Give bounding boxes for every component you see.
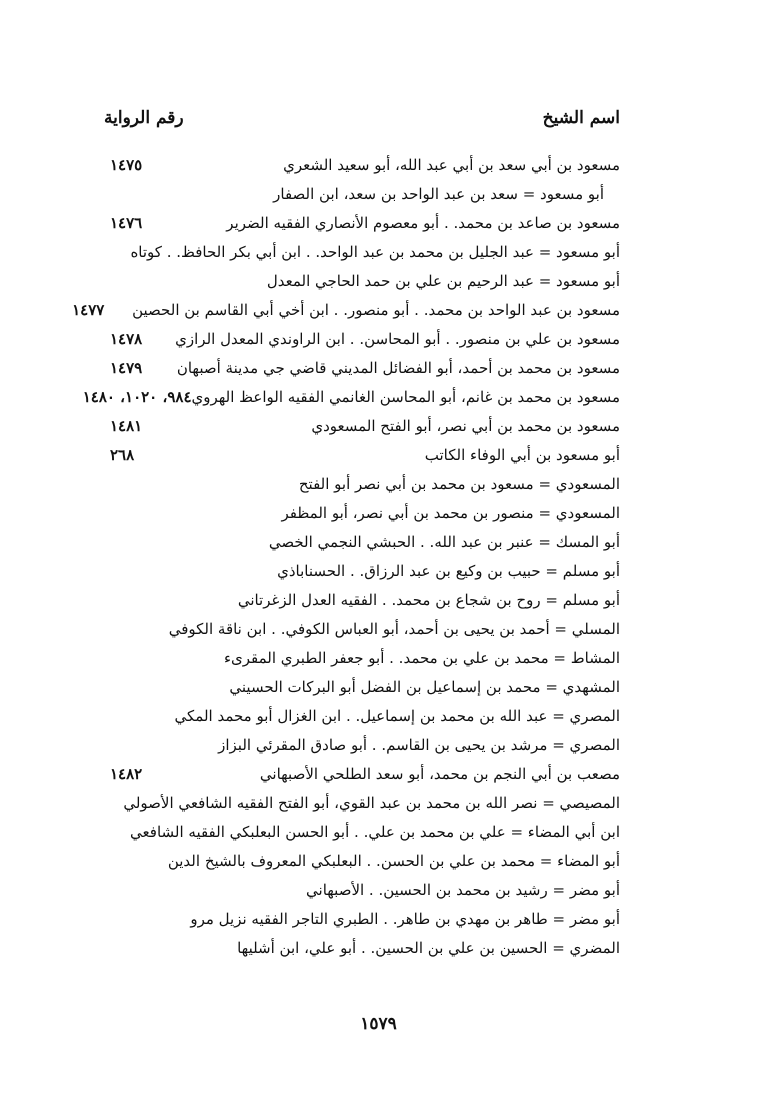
entry-narration-number: ١٤٧٧ (72, 300, 105, 319)
entry-sheikh-name: أبو مضر = طاهر بن مهدي بن طاهر. . الطبري التاجر الفقيه نزيل مرو (190, 909, 620, 928)
page-number: ١٥٧٩ (360, 1014, 397, 1034)
entry-sheikh-name: المشاط = محمد بن علي بن محمد. . أبو جعفر الطبري المقرىء (223, 648, 620, 667)
index-entry (104, 179, 620, 208)
index-entry (72, 295, 620, 324)
index-entry (82, 382, 620, 411)
entry-sheikh-name: مصعب بن أبي النجم بن محمد، أبو سعد الطلحي الأصبهاني (259, 764, 620, 783)
index-entry (104, 614, 620, 643)
index-entry (104, 904, 620, 933)
entry-narration-number: ١٤٧٨ (110, 329, 143, 348)
index-entry (104, 875, 620, 904)
index-entry (104, 411, 620, 440)
entry-sheikh-name: المشهدي = محمد بن إسماعيل بن الفضل أبو البركات الحسيني (229, 677, 620, 696)
entry-sheikh-name: أبو مسعود = عبد الرحيم بن علي بن حمد الحاجي المعدل (266, 271, 620, 290)
entry-narration-number: ٢٦٨ (110, 445, 135, 464)
index-entry (104, 701, 620, 730)
index-entry (104, 556, 620, 585)
entry-sheikh-name: المسعودي = مسعود بن محمد بن أبي نصر أبو الفتح (298, 474, 620, 493)
entry-sheikh-name: أبو مسعود = عبد الجليل بن محمد بن عبد الواحد. . ابن أبي بكر الحافظ. . كوتاه (130, 242, 620, 261)
narration-number-heading: رقم الرواية (104, 108, 184, 128)
index-entry (104, 208, 620, 237)
index-entry (104, 266, 620, 295)
index-entry (104, 585, 620, 614)
index-entry (104, 672, 620, 701)
entry-sheikh-name: المضري = الحسين بن علي بن الحسين. . أبو علي، ابن أشليها (237, 938, 620, 957)
entry-sheikh-name: مسعود بن محمد بن غانم، أبو المحاسن الغانمي الفقيه الواعظ الهروي (191, 387, 620, 406)
index-entry (104, 353, 620, 382)
entry-narration-number: ٩٨٤، ١٠٢٠، ١٤٨٠ (82, 387, 192, 406)
entry-sheikh-name: أبو المسك = عنبر بن عبد الله. . الحبشي النجمي الخصي (268, 532, 620, 551)
entry-sheikh-name: أبو مسلم = روح بن شجاع بن محمد. . الفقيه العدل الزغرتاني (237, 590, 620, 609)
index-entry (104, 324, 620, 353)
entry-narration-number: ١٤٧٩ (110, 358, 143, 377)
entry-sheikh-name: أبو مسلم = حبيب بن وكيع بن عبد الرزاق. . الحسناباذي (277, 561, 620, 580)
entry-sheikh-name: المسعودي = منصور بن محمد بن أبي نصر، أبو المظفر (281, 503, 620, 522)
index-entry (104, 933, 620, 962)
index-entry (104, 759, 620, 788)
entry-narration-number: ١٤٧٦ (110, 213, 143, 232)
column-header (104, 108, 620, 138)
index-entry (104, 469, 620, 498)
index-entry (104, 788, 620, 817)
entry-sheikh-name: المصري = مرشد بن يحيى بن القاسم. . أبو صادق المقرئي البزاز (218, 735, 620, 754)
entry-narration-number: ١٤٨٢ (110, 764, 143, 783)
entry-sheikh-name: أبو مسعود بن أبي الوفاء الكاتب (424, 445, 620, 464)
entry-sheikh-name: مسعود بن أبي سعد بن أبي عبد الله، أبو سعيد الشعري (283, 155, 620, 174)
index-entry (104, 817, 620, 846)
entry-sheikh-name: أبو المضاء = محمد بن علي بن الحسن. . البعلبكي المعروف بالشيخ الدين (167, 851, 620, 870)
entry-sheikh-name: مسعود بن صاعد بن محمد. . أبو معصوم الأنصاري الفقيه الضرير (226, 213, 620, 232)
index-entry (104, 440, 620, 469)
entry-sheikh-name: مسعود بن علي بن منصور. . أبو المحاسن. . ابن الراوندي المعدل الرازي (175, 329, 620, 348)
sheikh-name-heading: اسم الشيخ (542, 108, 620, 128)
entry-narration-number: ١٤٧٥ (110, 155, 143, 174)
index-entries (72, 150, 620, 962)
entry-sheikh-name: المصيصي = نصر الله بن محمد بن عبد القوي، أبو الفتح الفقيه الشافعي الأصولي (123, 793, 620, 812)
index-entry (104, 150, 620, 179)
entry-sheikh-name: المسلي = أحمد بن يحيى بن أحمد، أبو العباس الكوفي. . ابن ناقة الكوفي (168, 619, 620, 638)
index-entry (104, 498, 620, 527)
entry-sheikh-name: المصري = عبد الله بن محمد بن إسماعيل. . ابن الغزال أبو محمد المكي (174, 706, 620, 725)
entry-narration-number: ١٤٨١ (110, 416, 143, 435)
entry-sheikh-name: مسعود بن محمد بن أحمد، أبو الفضائل المديني قاضي جي مدينة أصبهان (176, 358, 620, 377)
entry-sheikh-name: أبو مضر = رشيد بن محمد بن الحسين. . الأصبهاني (306, 880, 620, 899)
index-entry (104, 527, 620, 556)
entry-sheikh-name: مسعود بن عبد الواحد بن محمد. . أبو منصور. . ابن أخي أبي القاسم بن الحصين (132, 300, 620, 319)
entry-sheikh-name: مسعود بن محمد بن أبي نصر، أبو الفتح المسعودي (311, 416, 620, 435)
index-entry (104, 643, 620, 672)
index-entry (104, 730, 620, 759)
index-entry (104, 846, 620, 875)
entry-sheikh-name: ابن أبي المضاء = علي بن محمد بن علي. . أبو الحسن البعلبكي الفقيه الشافعي (130, 822, 620, 841)
entry-sheikh-name: أبو مسعود = سعد بن عبد الواحد بن سعد، ابن الصفار (273, 184, 604, 203)
index-entry (104, 237, 620, 266)
